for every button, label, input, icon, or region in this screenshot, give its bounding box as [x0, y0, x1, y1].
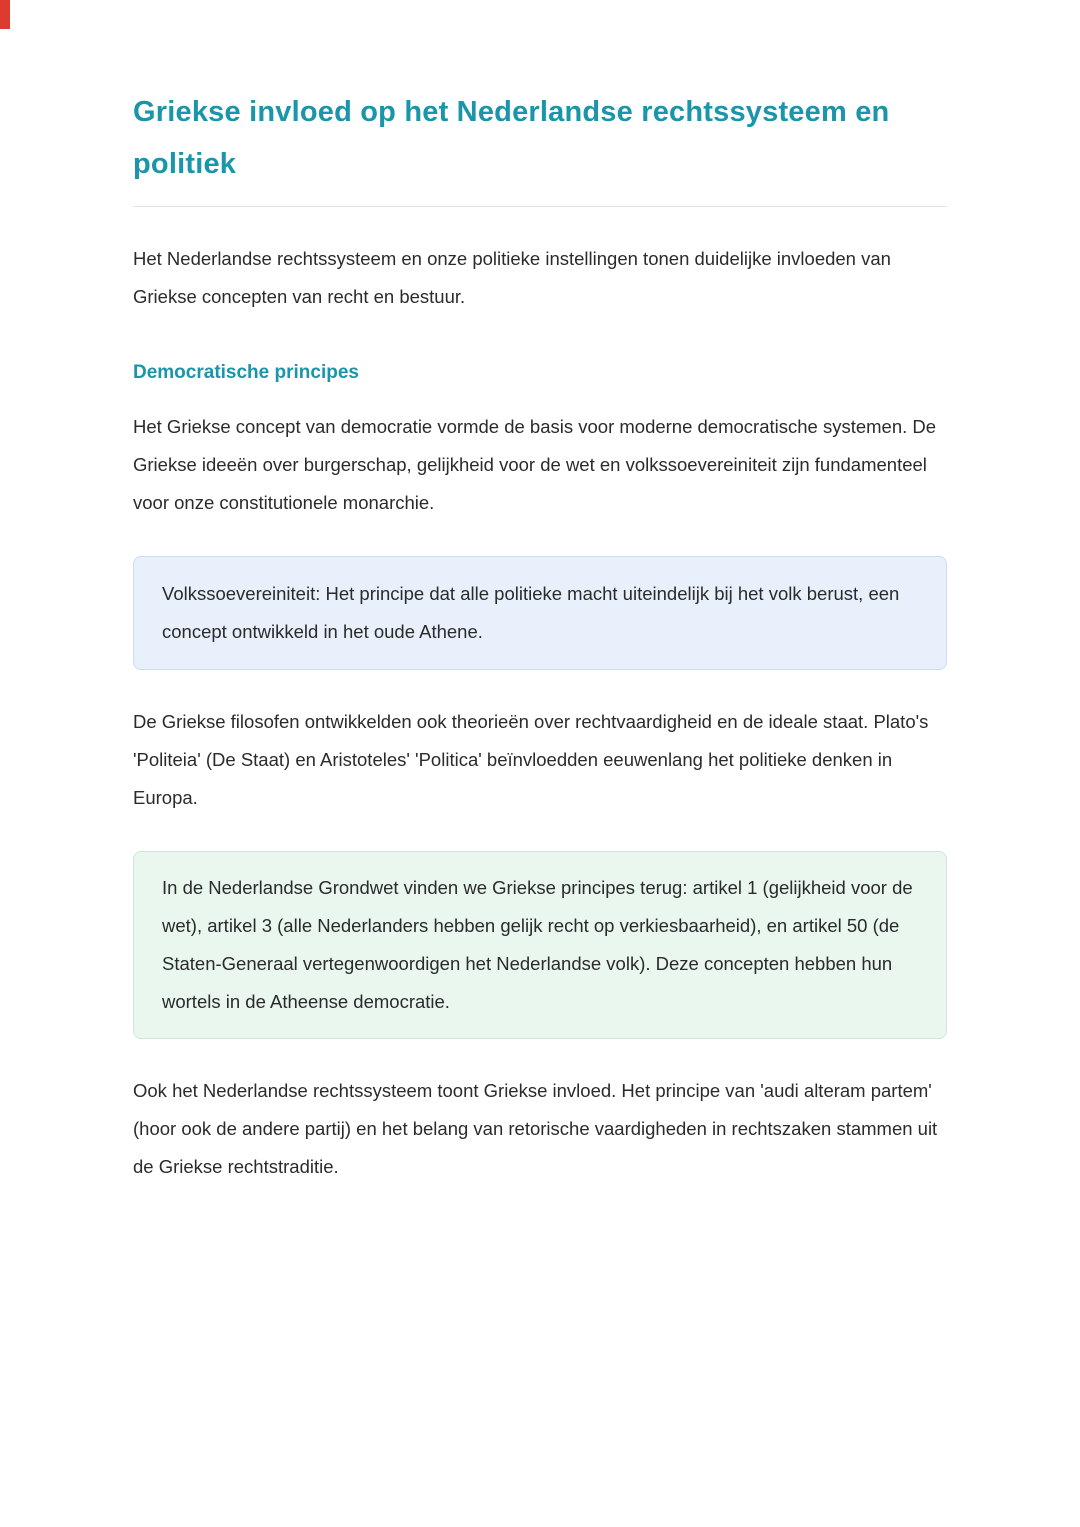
- paragraph-greek-philosophers: De Griekse filosofen ontwikkelden ook theorieën over rechtvaardigheid en de ideale staat. Plato's 'Politeia' (De Staat) en Aristoteles' 'Politica' beïnvloedden eeuwenlang het politieke denken in Europa.: [133, 711, 929, 808]
- page-title: Griekse invloed op het Nederlandse rechtssysteem en politiek: [133, 96, 890, 180]
- title-divider: [133, 206, 947, 207]
- intro-paragraph: Het Nederlandse rechtssysteem en onze politieke instellingen tonen duidelijke invloeden van Griekse concepten van recht en bestuur.: [133, 248, 891, 307]
- definition-callout-volkssoevereiniteit: Volkssoevereiniteit: Het principe dat alle politieke macht uiteindelijk bij het volk berust, een concept ontwikkeld in het oude Athene.: [133, 556, 947, 670]
- paragraph-rechtssysteem-invloed: Ook het Nederlandse rechtssysteem toont Griekse invloed. Het principe van 'audi alteram partem' (hoor ook de andere partij) en het belang van retorische vaardigheden in rechtszaken stammen uit de Griekse rechtstraditie.: [133, 1080, 938, 1177]
- red-corner-marker: [0, 0, 10, 29]
- section-heading-democratische-principes: Democratische principes: [133, 362, 359, 383]
- paragraph-democracy-basis: Het Griekse concept van democratie vormde de basis voor moderne democratische systemen. De Griekse ideeën over burgerschap, gelijkheid voor de wet en volkssoevereiniteit zijn fundamenteel voor onze constitutionele monarchie.: [133, 416, 937, 513]
- example-callout-grondwet: In de Nederlandse Grondwet vinden we Griekse principes terug: artikel 1 (gelijkheid voor de wet), artikel 3 (alle Nederlanders hebben gelijk recht op verkiesbaarheid), en artikel 50 (de Staten-Generaal vertegenwoordigen het Nederlandse volk). Deze concepten hebben hun wortels in de Atheense democratie.: [133, 851, 947, 1039]
